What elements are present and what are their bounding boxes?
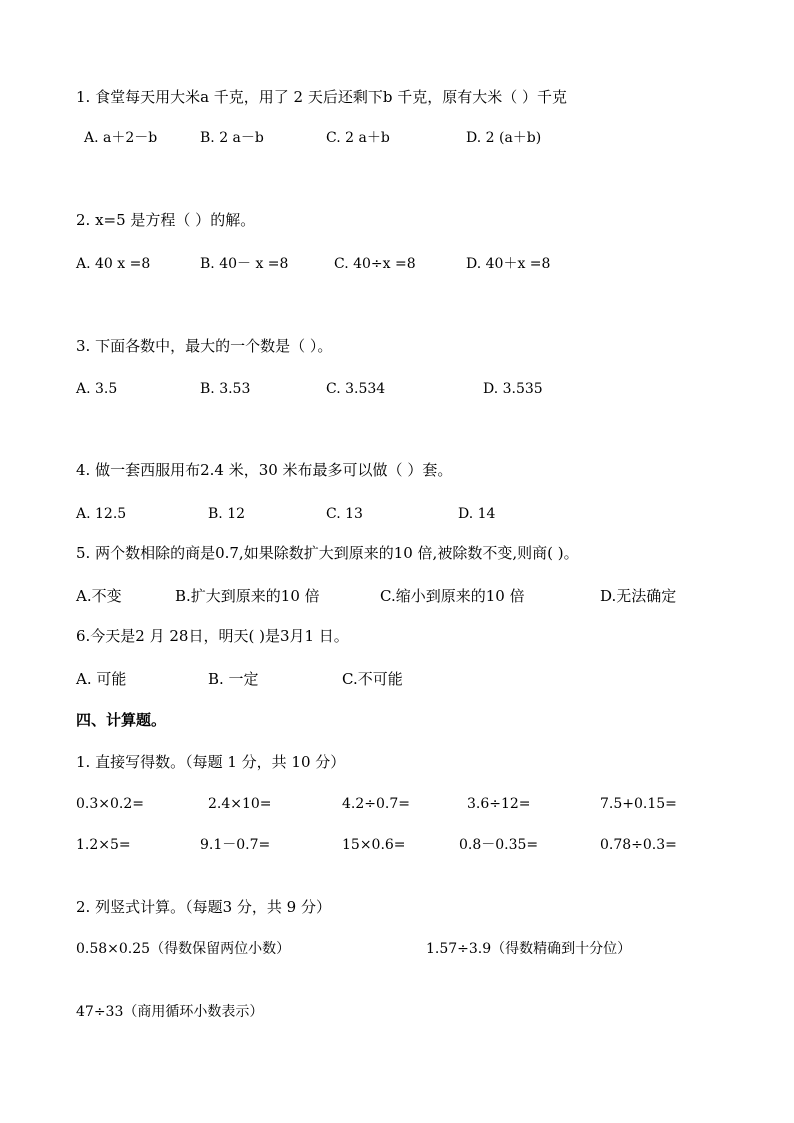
calc-2-item: 0.58×0.25（得数保留两位小数）: [76, 941, 291, 957]
calc-1-item: 2.4×10=: [208, 796, 272, 812]
question-2-option-d: D. 40＋x =8: [466, 256, 551, 272]
question-3-text: 3. 下面各数中，最大的一个数是（ ）。: [76, 337, 333, 355]
calc-2-item: 1.57÷3.9（得数精确到十分位）: [426, 941, 632, 957]
question-3-option-b: B. 3.53: [200, 381, 251, 397]
question-6-option-b: B. 一定: [208, 670, 259, 688]
question-5-option-b: B.扩大到原来的10 倍: [175, 587, 320, 605]
question-2-option-a: A. 40 x =8: [76, 256, 151, 272]
question-5-text: 5. 两个数相除的商是0.7,如果除数扩大到原来的10 倍,被除数不变,则商( )。: [76, 544, 579, 562]
calc-1-instruction: 1. 直接写得数。（每题 1 分，共 10 分）: [76, 753, 346, 771]
calc-1-item: 0.8－0.35=: [459, 837, 539, 853]
calc-1-item: 0.78÷0.3=: [600, 837, 677, 853]
question-3-option-a: A. 3.5: [76, 381, 118, 397]
calc-1-item: 9.1－0.7=: [200, 837, 271, 853]
question-1-text: 1. 食堂每天用大米a 千克，用了 2 天后还剩下b 千克，原有大米（ ）千克: [76, 88, 568, 106]
calc-2-item: 47÷33（商用循环小数表示）: [76, 1004, 264, 1020]
calc-1-item: 15×0.6=: [342, 837, 406, 853]
calc-1-item: 3.6÷12=: [467, 796, 531, 812]
question-3-option-d: D. 3.535: [483, 381, 543, 397]
question-1-option-b: B. 2 a－b: [200, 130, 264, 146]
question-5-option-a: A.不变: [76, 587, 122, 605]
calc-1-item: 4.2÷0.7=: [342, 796, 410, 812]
question-2-text: 2. x=5 是方程（ ）的解。: [76, 211, 256, 229]
question-2-option-b: B. 40－ x =8: [200, 256, 289, 272]
question-1-option-c: C. 2 a＋b: [326, 130, 390, 146]
question-5-option-d: D.无法确定: [600, 587, 677, 605]
question-5-option-c: C.缩小到原来的10 倍: [380, 587, 525, 605]
question-6-text: 6.今天是2 月 28日，明天( )是3月1 日。: [76, 627, 349, 645]
question-6-option-c: C.不可能: [342, 670, 403, 688]
calc-1-item: 7.5+0.15=: [600, 796, 677, 812]
question-4-option-d: D. 14: [458, 506, 496, 522]
calc-1-item: 0.3×0.2=: [76, 796, 144, 812]
question-4-option-c: C. 13: [326, 506, 363, 522]
question-2-option-c: C. 40÷x =8: [334, 256, 416, 272]
calc-2-instruction: 2. 列竖式计算。（每题3 分，共 9 分）: [76, 898, 331, 916]
question-3-option-c: C. 3.534: [326, 381, 386, 397]
question-4-option-a: A. 12.5: [76, 506, 127, 522]
calc-1-item: 1.2×5=: [76, 837, 131, 853]
section-heading-calculation: 四、计算题。: [76, 711, 167, 729]
question-1-option-d: D. 2 (a＋b): [466, 130, 542, 146]
question-6-option-a: A. 可能: [76, 670, 127, 688]
question-1-option-a: A. a＋2－b: [84, 130, 158, 146]
question-4-option-b: B. 12: [208, 506, 246, 522]
question-4-text: 4. 做一套西服用布2.4 米，30 米布最多可以做（ ）套。: [76, 461, 453, 479]
